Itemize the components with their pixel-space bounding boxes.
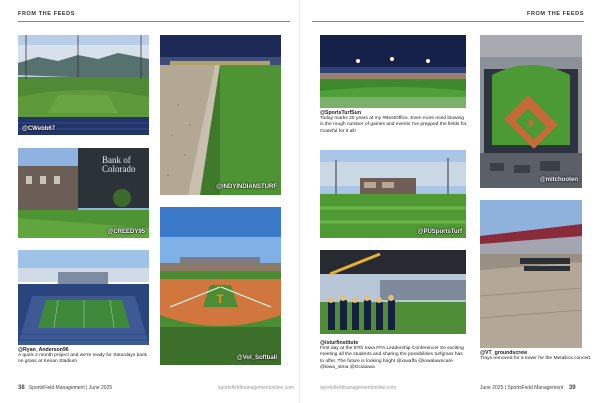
photo-pusportsturf-field xyxy=(320,150,466,238)
header-rule-right xyxy=(312,21,584,22)
photo-handle: @PUSportsTurf xyxy=(417,229,462,235)
section-header-left: FROM THE FEEDS xyxy=(18,11,75,17)
header-rule-left xyxy=(18,21,290,22)
photo-creedy95-stadium-sign xyxy=(18,148,149,238)
stadium-sign-text: Bank of Colorado xyxy=(102,155,136,174)
photo-mitchooten-ballpark-aerial xyxy=(480,35,582,188)
caption-text: A quick 2 month project and we're ready for Saturdays back on grass at Kenan Stadium xyxy=(18,353,147,365)
photo-cwebb67-stadium xyxy=(18,35,149,135)
caption-text: First day at the 97th Iowa FFA Leadership Conference! So exciting meeting all the students and sharing the possibilities turfgrass has to offer. The future is looking bright @iowaffa @iowalawncare @iowa_stma @Gciaiowa xyxy=(320,346,464,370)
photo-handle: @CWebb67 xyxy=(22,126,56,132)
photo-indyindiansturf-warning-track xyxy=(160,35,281,195)
photo-handle: @mitchooten xyxy=(539,177,578,183)
footer-right xyxy=(480,385,576,391)
photo-handle: @Vol_Softball xyxy=(236,355,277,361)
caption-sportsturfsun xyxy=(320,110,468,135)
page-number: 39 xyxy=(568,385,576,391)
photo-vol-softball-field xyxy=(160,207,281,365)
publication-info: June 2025 | SportsField Management xyxy=(480,385,564,391)
caption-isturfinstitute xyxy=(320,340,468,371)
section-header-right: FROM THE FEEDS xyxy=(527,11,584,17)
photo-vt-groundscrew-trays-removed xyxy=(480,200,582,348)
caption-text: Trays removed for a tower for the Metallica concert. xyxy=(480,356,592,362)
caption-vt-groundscrew xyxy=(480,350,592,362)
photo-ryan-anderson-kenan-stadium xyxy=(18,250,149,345)
page-number: 38 xyxy=(18,385,25,391)
photo-isturfinstitute-ffa-conference xyxy=(320,250,466,334)
photo-handle: @CREEDY95 xyxy=(107,229,145,235)
publication-info: SportsField Management | June 2025 xyxy=(28,385,113,391)
photo-handle: @INDYINDIANSTURF xyxy=(216,184,277,190)
website-link[interactable]: sportsfieldmanagementonline.com xyxy=(218,385,295,391)
caption-ryan-anderson xyxy=(18,347,153,366)
svg-text:T: T xyxy=(216,292,224,306)
footer-url-right[interactable] xyxy=(320,385,396,391)
footer-left xyxy=(18,385,112,391)
caption-handle: @isturfinstitute xyxy=(320,340,359,346)
caption-text: Today marks 20 years at my #BestOffice. Even more mind blowing is the rough number of games and events I've prepped the fields for. Grateful for it all! xyxy=(320,116,468,134)
photo-sportsturfsun-night-field xyxy=(320,35,466,108)
right-page xyxy=(300,0,600,403)
footer-url-left[interactable] xyxy=(218,385,294,391)
caption-handle: @Ryan_Anderson96 xyxy=(18,347,69,353)
website-link[interactable]: sportsfieldmanagementonline.com xyxy=(320,385,397,391)
caption-handle: @SportsTurfSun xyxy=(320,110,361,116)
caption-handle: @VT_groundscrew xyxy=(480,350,528,356)
